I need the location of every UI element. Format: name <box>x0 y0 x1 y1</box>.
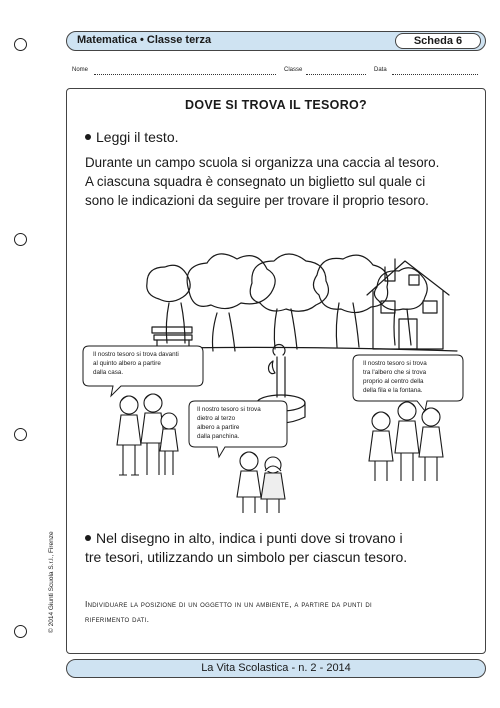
bubble-right-line: proprio al centro della <box>363 378 424 385</box>
date-line[interactable] <box>392 74 478 75</box>
bullet-icon <box>85 535 91 541</box>
instruction-read-text: Leggi il testo. <box>96 129 179 145</box>
treasure-hunt-illustration[interactable] <box>77 253 477 513</box>
children-middle <box>237 452 285 513</box>
house <box>367 259 449 349</box>
tree-trunk <box>213 313 236 351</box>
instruction-draw-line: tre tesori, utilizzando un simbolo per ciascun tesoro. <box>85 549 408 565</box>
children-right <box>369 402 443 481</box>
paragraph-line: A ciascuna squadra è consegnato un biglietto sul quale ci <box>85 174 426 189</box>
instruction-read <box>85 129 179 145</box>
instruction-draw <box>85 529 480 567</box>
name-line[interactable] <box>94 74 276 75</box>
bubble-left-line: al quinto albero a partire <box>93 360 161 367</box>
worksheet-title: DOVE SI TROVA IL TESORO? <box>185 98 367 112</box>
instruction-draw-line: Nel disegno in alto, indica i punti dove si trovano i <box>85 529 480 548</box>
bubble-right-line: della fila e la fontana. <box>363 387 423 394</box>
class-label: Classe <box>284 67 303 73</box>
tree-trunk <box>274 309 297 349</box>
name-label: Nome <box>72 67 89 73</box>
tree-canopy <box>147 265 190 301</box>
subject-label: Matematica • Classe terza <box>77 34 212 46</box>
binder-hole <box>14 233 27 246</box>
bubble-middle-line: albero a partire <box>197 424 240 431</box>
binder-hole <box>14 38 27 51</box>
binder-hole <box>14 625 27 638</box>
sheet-tab <box>395 33 481 49</box>
story-paragraph <box>85 153 480 210</box>
tree-row <box>147 254 428 313</box>
tree-canopy <box>313 255 387 312</box>
copyright-notice: © 2014 Giunti Scuola S.r.l., Firenze <box>48 531 55 633</box>
binder-hole <box>14 428 27 441</box>
tree-canopy <box>187 254 275 309</box>
bubble-right-line: Il nostro tesoro si trova <box>363 360 427 367</box>
paragraph-line: sono le indicazioni da seguire per trovare il proprio tesoro. <box>85 193 429 208</box>
worksheet-frame <box>66 88 486 654</box>
date-label: Data <box>374 67 387 73</box>
learning-objective <box>85 597 477 627</box>
tree-canopy <box>250 254 328 311</box>
tree-trunk <box>394 309 411 345</box>
header-bar <box>66 31 486 51</box>
bubble-left-line: dalla casa. <box>93 369 124 376</box>
student-fields <box>72 67 480 79</box>
sheet-number: Scheda 6 <box>413 35 463 47</box>
bubble-right-line: tra l'albero che si trova <box>363 369 427 376</box>
bubble-left-line: Il nostro tesoro si trova davanti <box>93 351 179 358</box>
footnote-line: Individuare la posizione di un oggetto in un ambiente, a partire da punti di <box>85 599 372 609</box>
class-line[interactable] <box>306 74 366 75</box>
bubble-middle-line: dietro al terzo <box>197 415 236 422</box>
bubble-middle-line: dalla panchina. <box>197 433 240 440</box>
children-left <box>117 394 178 475</box>
bubble-middle-line: Il nostro tesoro si trova <box>197 406 261 413</box>
footer-bar <box>66 659 486 678</box>
tree-trunk <box>166 303 185 343</box>
bullet-icon <box>85 134 91 140</box>
footnote-line: riferimento dati. <box>85 614 150 624</box>
paragraph-line: Durante un campo scuola si organizza una caccia al tesoro. <box>85 155 440 170</box>
magazine-issue: La Vita Scolastica - n. 2 - 2014 <box>201 662 351 674</box>
